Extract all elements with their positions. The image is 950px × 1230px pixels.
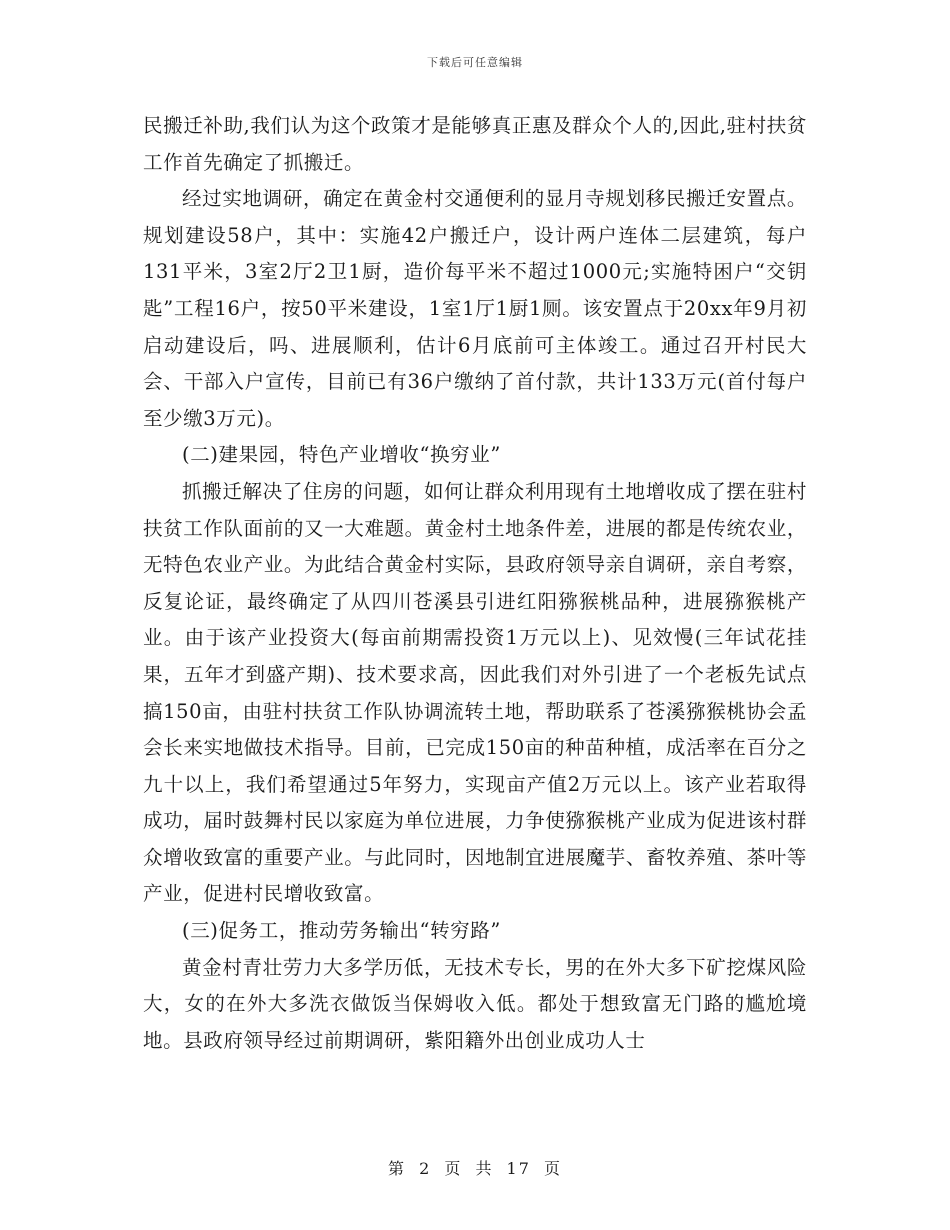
section-heading-3: (三)促务工，推动劳务输出“转穷路” [182, 919, 501, 943]
paragraph-4: 黄金村青壮劳力大多学历低，无技术专长，男的在外大多下矿挖煤风险大，女的在外大多洗衣做饭当保姆收入低。都处于想致富无门路的尴尬境地。县政府领导经过前期调研，紫阳籍外出创业成功人士 [143, 955, 807, 1052]
section-heading-2: (二)建果园，特色产业增收“换穷业” [182, 443, 501, 467]
document-body [143, 108, 807, 1059]
page-header-note: 下载后可任意编辑 [427, 56, 523, 69]
paragraph-2: 经过实地调研，确定在黄金村交通便利的显月寺规划移民搬迁安置点。规划建设58户，其中：实施42户搬迁户，设计两户连体二层建筑，每户131平米，3室2厅2卫1厨，造价每平米不超过1000元;实施特困户“交钥匙”工程16户，按50平米建设，1室1厅1厨1厕。该安置点于20xx年9月初启动建设后，吗、进展顺利，估计6月底前可主体竣工。通过召开村民大会、干部入户宣传，目前已有36户缴纳了首付款，共计133万元(首付每户至少缴3万元)。 [143, 187, 807, 430]
paragraph-3: 抓搬迁解决了住房的问题，如何让群众利用现有土地增收成了摆在驻村扶贫工作队面前的又一大难题。黄金村土地条件差，进展的都是传统农业，无特色农业产业。为此结合黄金村实际，县政府领导亲自调研，亲自考察，反复论证，最终确定了从四川苍溪县引进红阳猕猴桃品种，进展猕猴桃产业。由于该产业投资大(每亩前期需投资1万元以上)、见效慢(三年试花挂果，五年才到盛产期)、技术要求高，因此我们对外引进了一个老板先试点搞150亩，由驻村扶贫工作队协调流转土地，帮助联系了苍溪猕猴桃协会孟会长来实地做技术指导。目前，已完成150亩的种苗种植，成活率在百分之九十以上，我们希望通过5年努力，实现亩产值2万元以上。该产业若取得成功，届时鼓舞村民以家庭为单位进展，力争使猕猴桃产业成为促进该村群众增收致富的重要产业。与此同时，因地制宜进展魔芋、畜牧养殖、茶叶等产业，促进村民增收致富。 [143, 479, 807, 906]
page-number: 第 2 页 共 17 页 [388, 1159, 562, 1178]
paragraph-1: 民搬迁补助,我们认为这个政策才是能够真正惠及群众个人的,因此,驻村扶贫工作首先确定了抓搬迁。 [143, 114, 807, 174]
